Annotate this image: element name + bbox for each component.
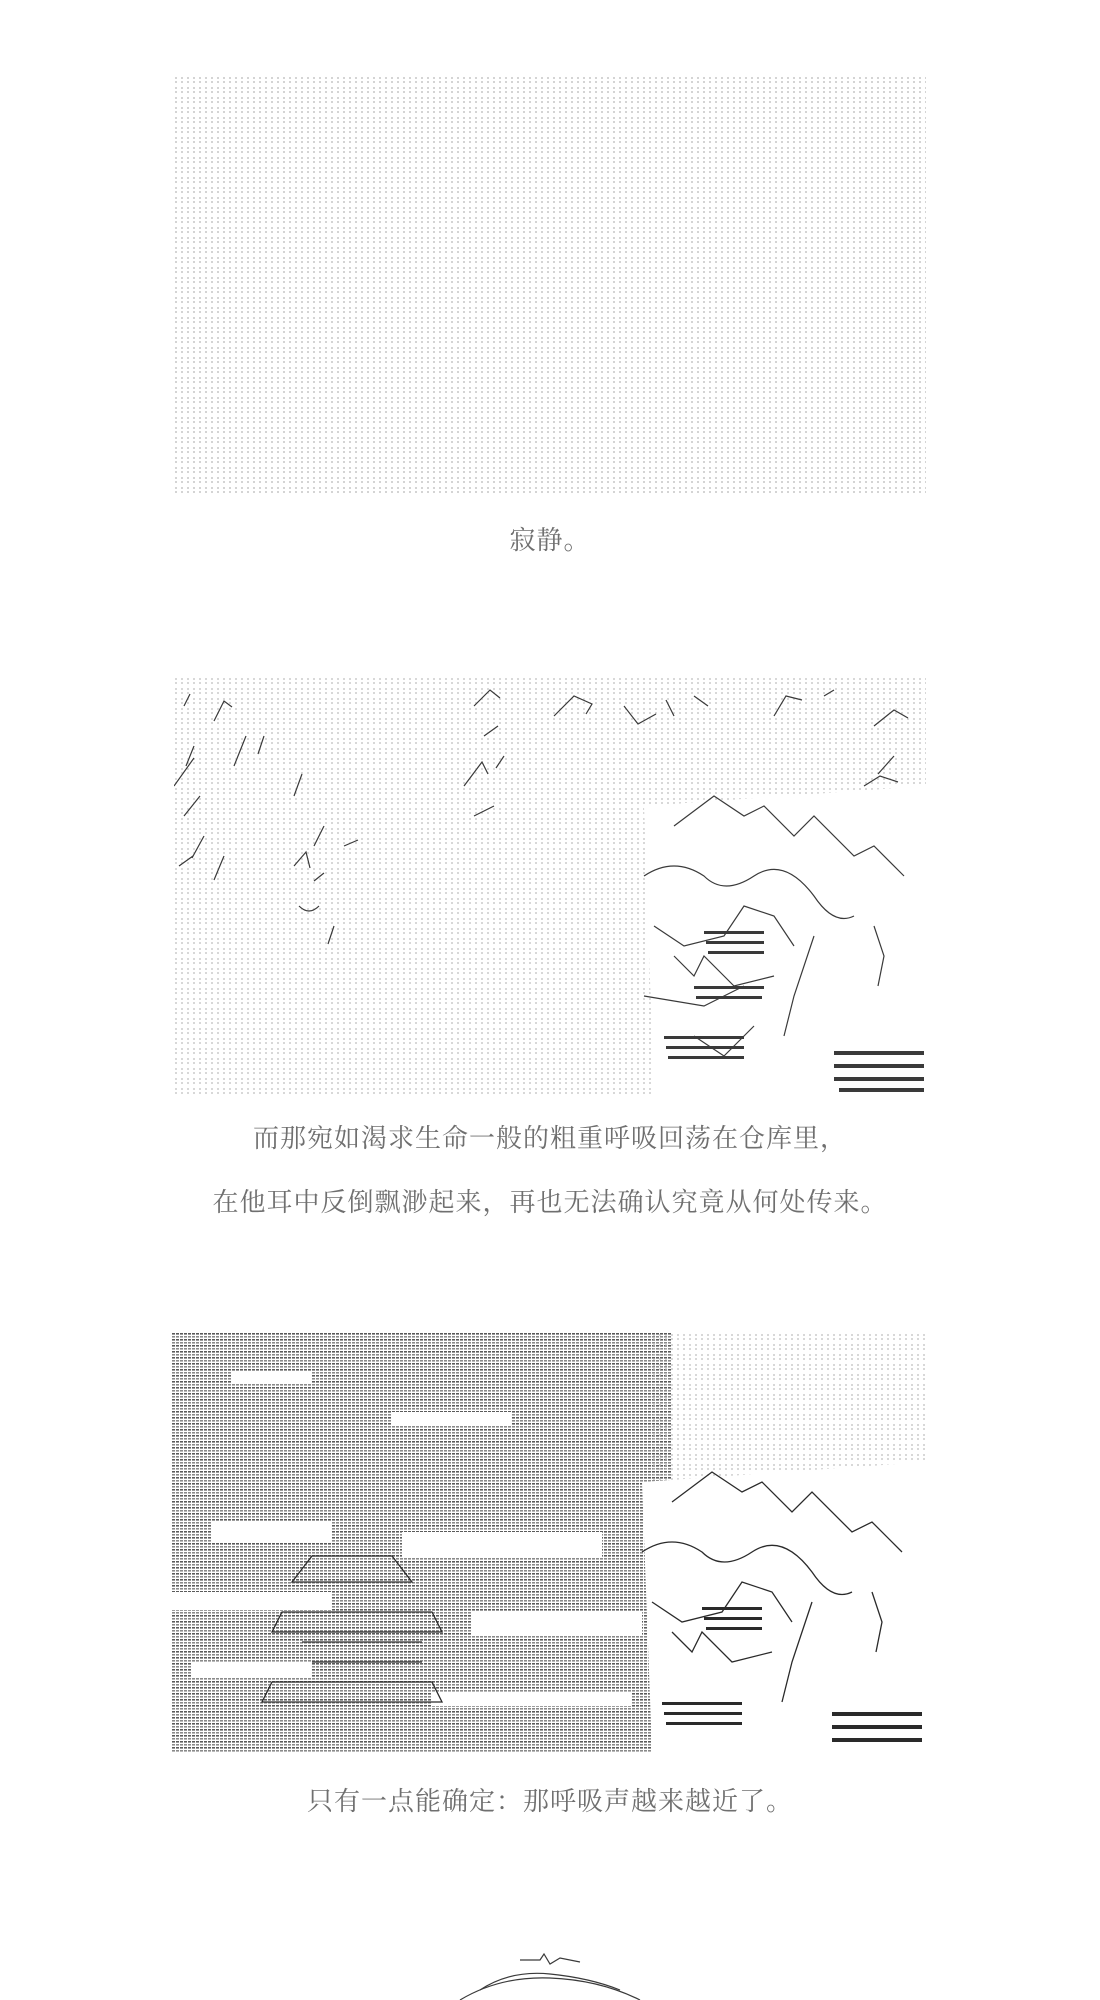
next-panel-partial (440, 1950, 660, 2000)
caption-breathing-line-2: 在他耳中反倒飘渺起来，再也无法确认究竟从何处传来。 (212, 1188, 888, 1218)
dotted-background (174, 75, 926, 495)
approaching-panel (172, 1332, 926, 1752)
caption-certainty: 只有一点能确定：那呼吸声越来越近了。 (306, 1787, 793, 1817)
silence-panel (174, 75, 926, 495)
caption-silence: 寂静。 (509, 526, 591, 556)
caption-breathing-line-1: 而那宛如渴求生命一般的粗重呼吸回荡在仓库里， (252, 1124, 847, 1154)
breathing-panel (174, 676, 926, 1096)
ascii-art-scene (174, 676, 926, 1096)
ascii-art-scene (172, 1332, 926, 1752)
ascii-art-fragment (440, 1950, 660, 2000)
